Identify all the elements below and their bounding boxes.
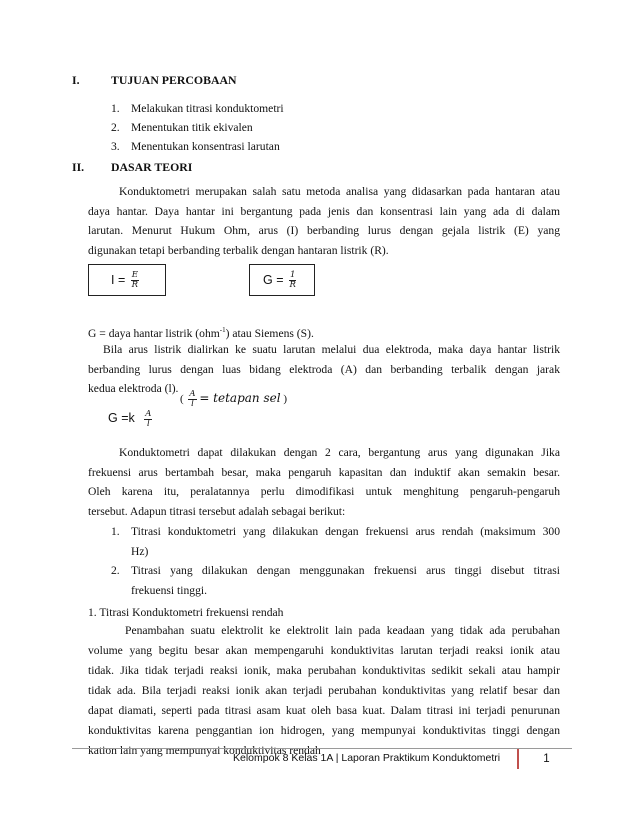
list-item: 1. Titrasi konduktometri yang dilakukan dengan frekuensi arus rendah (maksimum 300 Hz) <box>111 525 560 558</box>
page-number: 1 <box>517 749 574 769</box>
list-item: 2. Titrasi yang dilakukan dengan menggunakan frekuensi arus tinggi disebut titrasi frekuensi tinggi. <box>111 564 560 597</box>
conductance-definition: G = daya hantar listrik (ohm$^{-1}$) atau Siemens (S). <box>88 326 314 340</box>
section-1-number: I. <box>72 73 80 87</box>
low-frequency-paragraph: Penambahan suatu elektrolit ke elektrolit lain pada keadaan yang tidak ada perubahan volume yang begitu besar akan mempengaruhi konduktivitas larutan terjadi reaksi ionik atau tidak. Jika tidak terjadi reaksi ionik, maka perubahan konduktivitas sedikit sekali atau hampir tidak ada. Bila terjadi reaksi ionik akan terjadi perubahan konduktivitas yang relatif besar dan dapat diamati, seperti pada titrasi asam kuat oleh basa kuat. Dalam titrasi ini terjadi penurunan konduktivitas karena penggantian ion hidrogen, yang mempunyai konduktivitas tinggi dengan kation lain yang mempunyai konduktivitas rendah <box>88 624 560 757</box>
section-1-title: TUJUAN PERCOBAAN <box>111 73 237 87</box>
list-item: 2. Menentukan titik ekivalen <box>111 121 253 134</box>
methods-intro-paragraph: Konduktometri dapat dilakukan dengan 2 cara, bergantung arus yang digunakan Jika frekuensi arus bertambah besar, maka pengaruh kapasitan dan induktif akan semakin besar. Oleh karena itu, peralatannya perlu dimodifikasi untuk menghitung pengaruh-pengaruh tersebut. Adapun titrasi tersebut adalah sebagai berikut: <box>88 446 560 518</box>
intro-paragraph: Konduktometri merupakan salah satu metoda analisa yang didasarkan pada hantaran atau daya hantar. Daya hantar ini bergantung pada jenis dan konsentrasi lain yang ada di dalam larutan. Menurut Hukum Ohm, arus (I) berbanding lurus dengan gejala listrik (E) yang digunakan tetapi berbanding terbalik dengan hantaran listrik (R). <box>88 185 560 257</box>
footer-divider <box>72 748 572 749</box>
formula-box-conductance: G = $\frac{1}{R}$ <box>249 264 315 296</box>
list-item: 1. Melakukan titrasi konduktometri <box>111 102 284 115</box>
footer-text: Kelompok 8 Kelas 1A | Laporan Praktikum Konduktometri <box>233 752 501 764</box>
section-2-number: II. <box>72 160 85 174</box>
methods-list <box>111 522 560 600</box>
cell-constant-formula: ( $\frac{A}{l}$ = tetapan sel ) <box>180 389 287 409</box>
formula-box-ohm: I = $\frac{E}{R}$ <box>88 264 166 296</box>
section-2-title: DASAR TEORI <box>111 160 193 174</box>
objective-list <box>111 99 284 156</box>
conductance-formula: G =k $\frac{A}{l}$ <box>108 409 152 429</box>
electrode-paragraph: Bila arus listrik dialirkan ke suatu larutan melalui dua elektroda, maka daya hantar listrik berbanding lurus dengan luas bidang elektroda (A) dan berbanding terbalik dengan jarak kedua elektroda (l). <box>88 343 560 395</box>
list-item: 3. Menentukan konsentrasi larutan <box>111 140 280 153</box>
subsection-heading: 1. Titrasi Konduktometri frekuensi rendah <box>88 606 284 619</box>
